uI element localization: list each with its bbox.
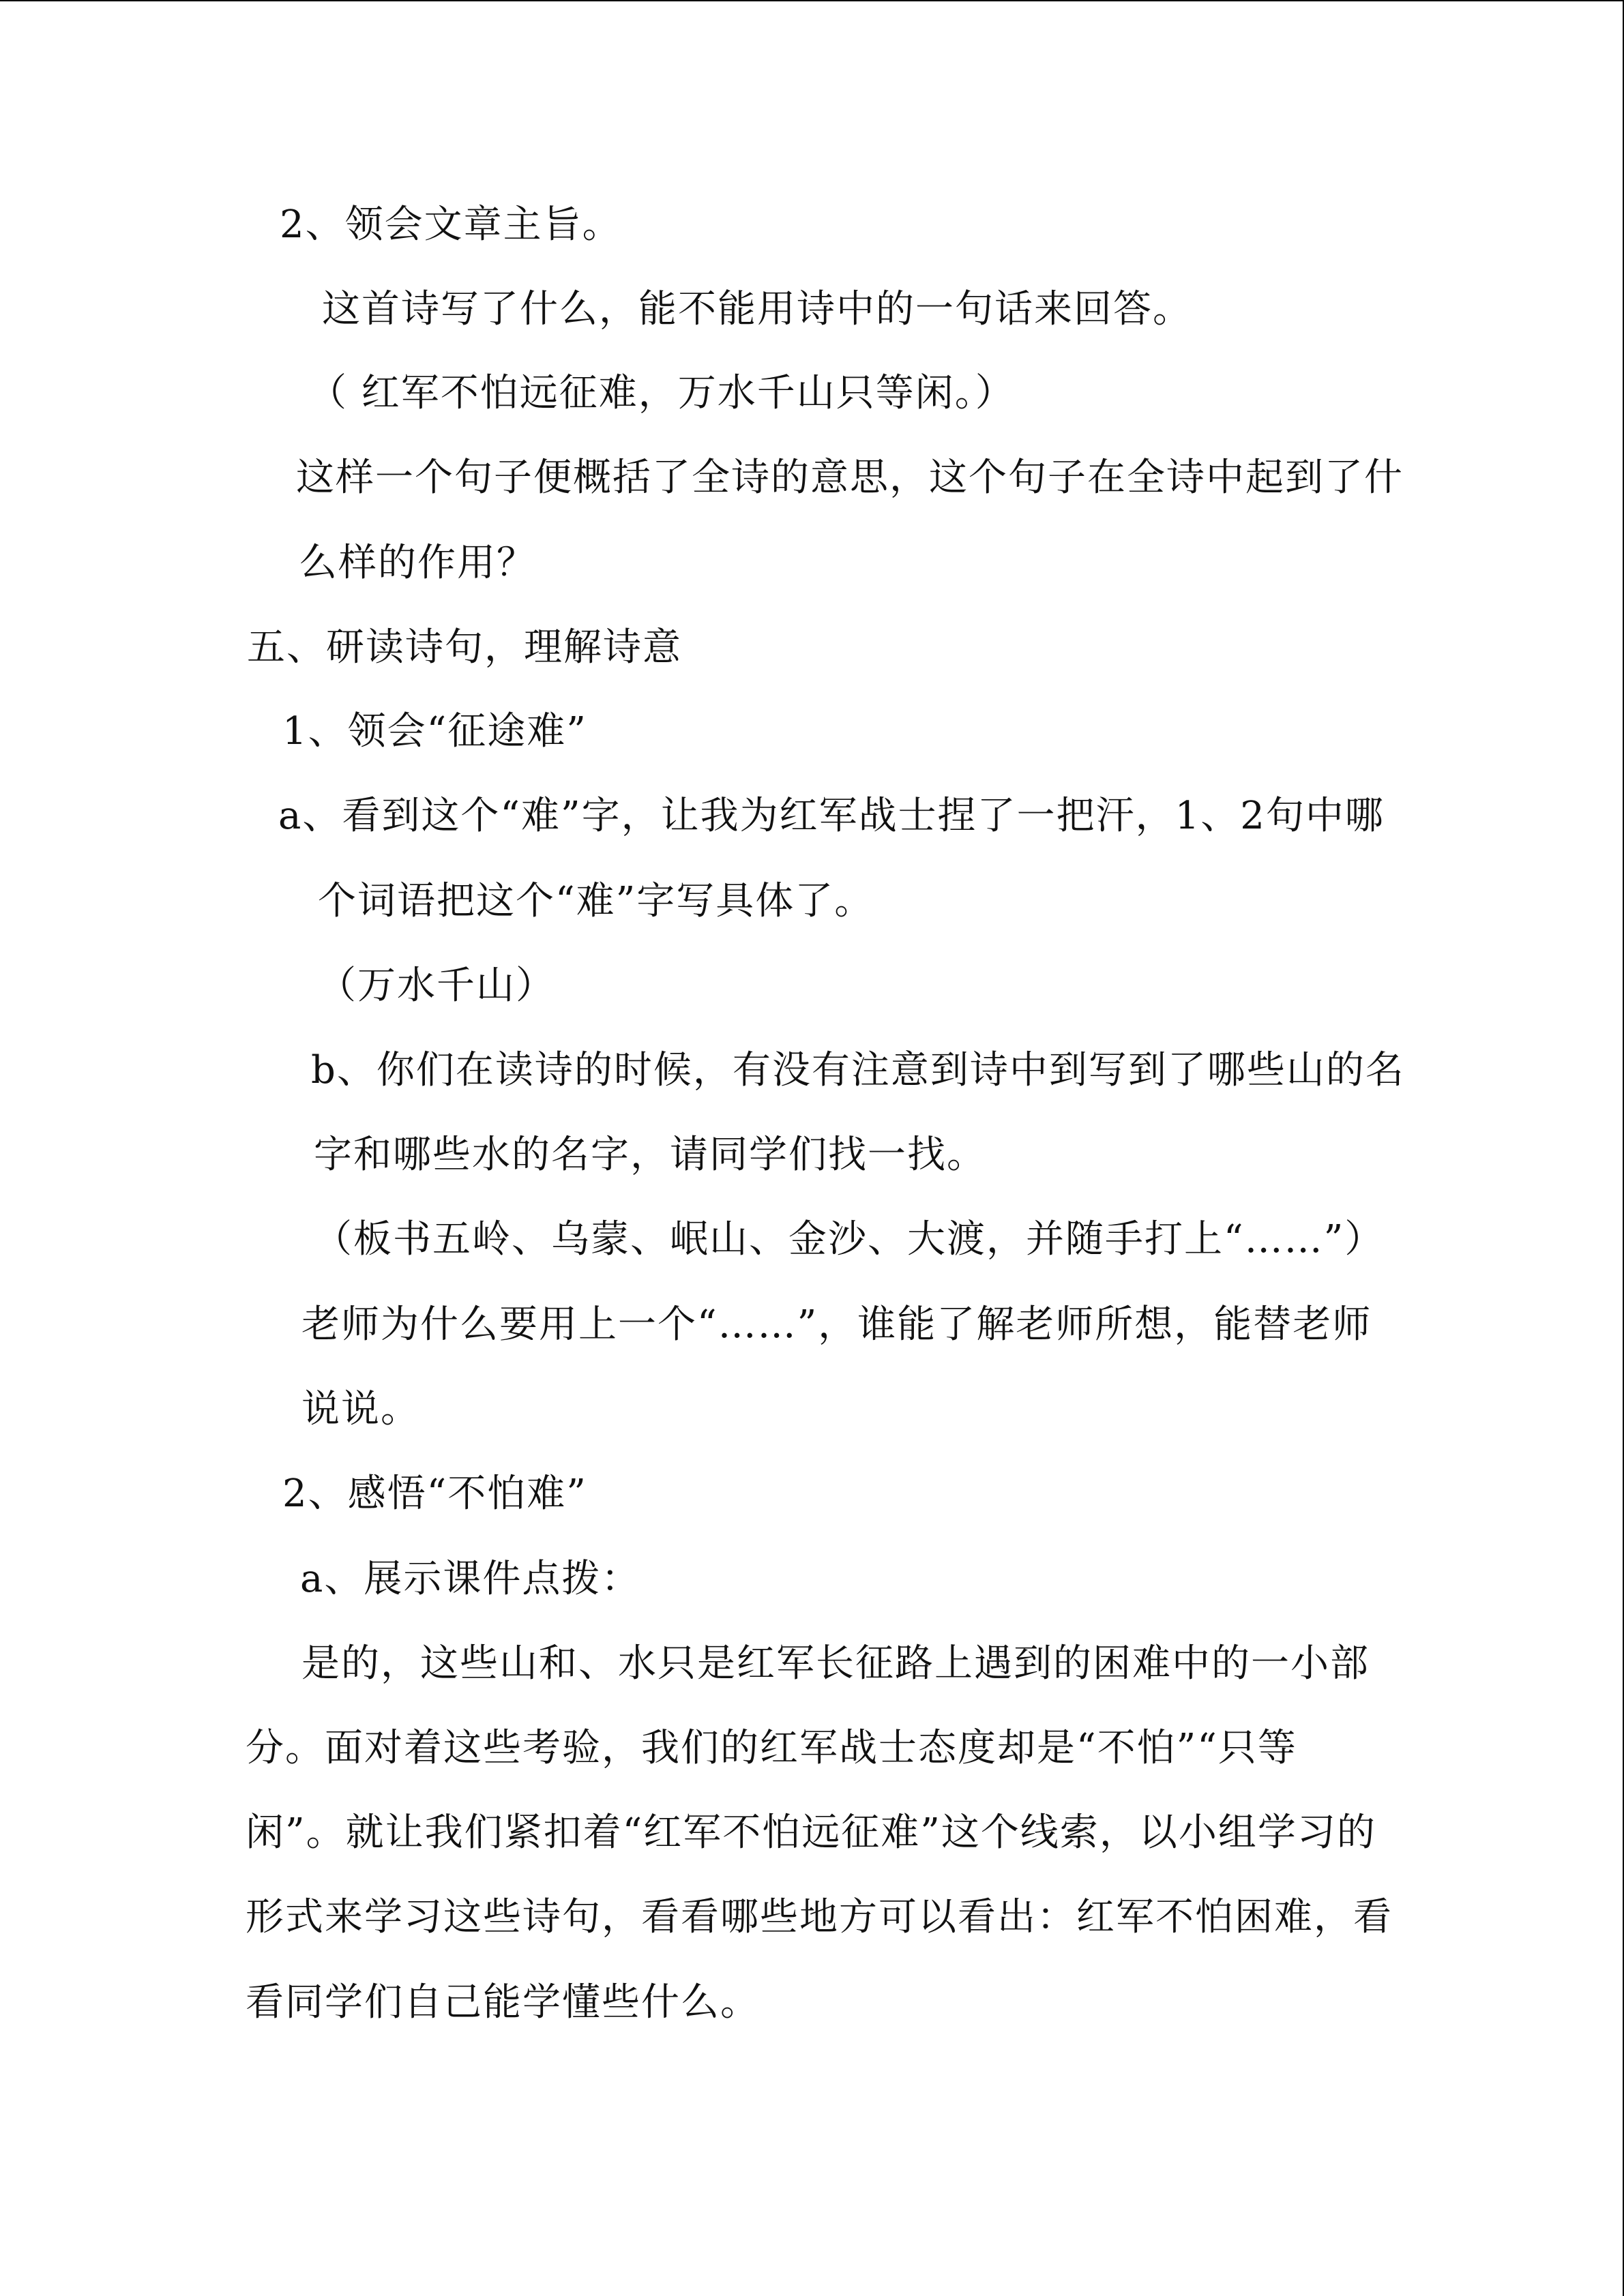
paragraph-line: 形式来学习这些诗句，看看哪些地方可以看出：红军不怕困难，看	[246, 1895, 1393, 1939]
answer-text: （ 红军不怕远征难，万水千山只等闲。）	[308, 371, 1015, 415]
section-heading-2: 2、领会文章主旨。	[280, 203, 622, 247]
paragraph-line: b、你们在读诗的时候，有没有注意到诗中到写到了哪些山的名	[311, 1048, 1405, 1092]
answer-text: （万水千山）	[318, 964, 555, 1008]
paragraph-line: 说说。	[301, 1387, 420, 1431]
subheading-2: 2、感悟“不怕难”	[282, 1472, 587, 1516]
paragraph-line: 个词语把这个“难”字写具体了。	[318, 879, 874, 923]
board-note: （板书五岭、乌蒙、岷山、金沙、大渡，并随手打上“……”）	[314, 1217, 1385, 1262]
subheading-1: 1、领会“征途难”	[282, 709, 587, 754]
paragraph-line: 是的，这些山和、水只是红军长征路上遇到的困难中的一小部	[301, 1641, 1370, 1686]
paragraph-line: 字和哪些水的名字，请同学们找一找。	[314, 1133, 986, 1177]
paragraph-line: a、看到这个“难”字，让我为红军战士捏了一把汗，1、2句中哪	[278, 794, 1385, 838]
paragraph-line: 闲”。就让我们紧扣着“红军不怕远征难”这个线索，以小组学习的	[246, 1810, 1376, 1855]
paragraph-line: 么样的作用？	[299, 541, 536, 585]
paragraph-line: 这样一个句子便概括了全诗的意思，这个句子在全诗中起到了什	[296, 456, 1404, 500]
section-heading-5: 五、研读诗句，理解诗意	[247, 625, 682, 670]
paragraph-line: 分。面对着这些考验，我们的红军战士态度却是“不怕”“只等	[246, 1726, 1297, 1770]
paragraph-line: a、展示课件点拨：	[300, 1557, 641, 1601]
paragraph-line: 老师为什么要用上一个“……”，谁能了解老师所想，能替老师	[301, 1302, 1372, 1347]
paragraph-line: 看同学们自己能学懂些什么。	[246, 1980, 760, 2025]
question-text: 这首诗写了什么，能不能用诗中的一句话来回答。	[322, 287, 1192, 331]
